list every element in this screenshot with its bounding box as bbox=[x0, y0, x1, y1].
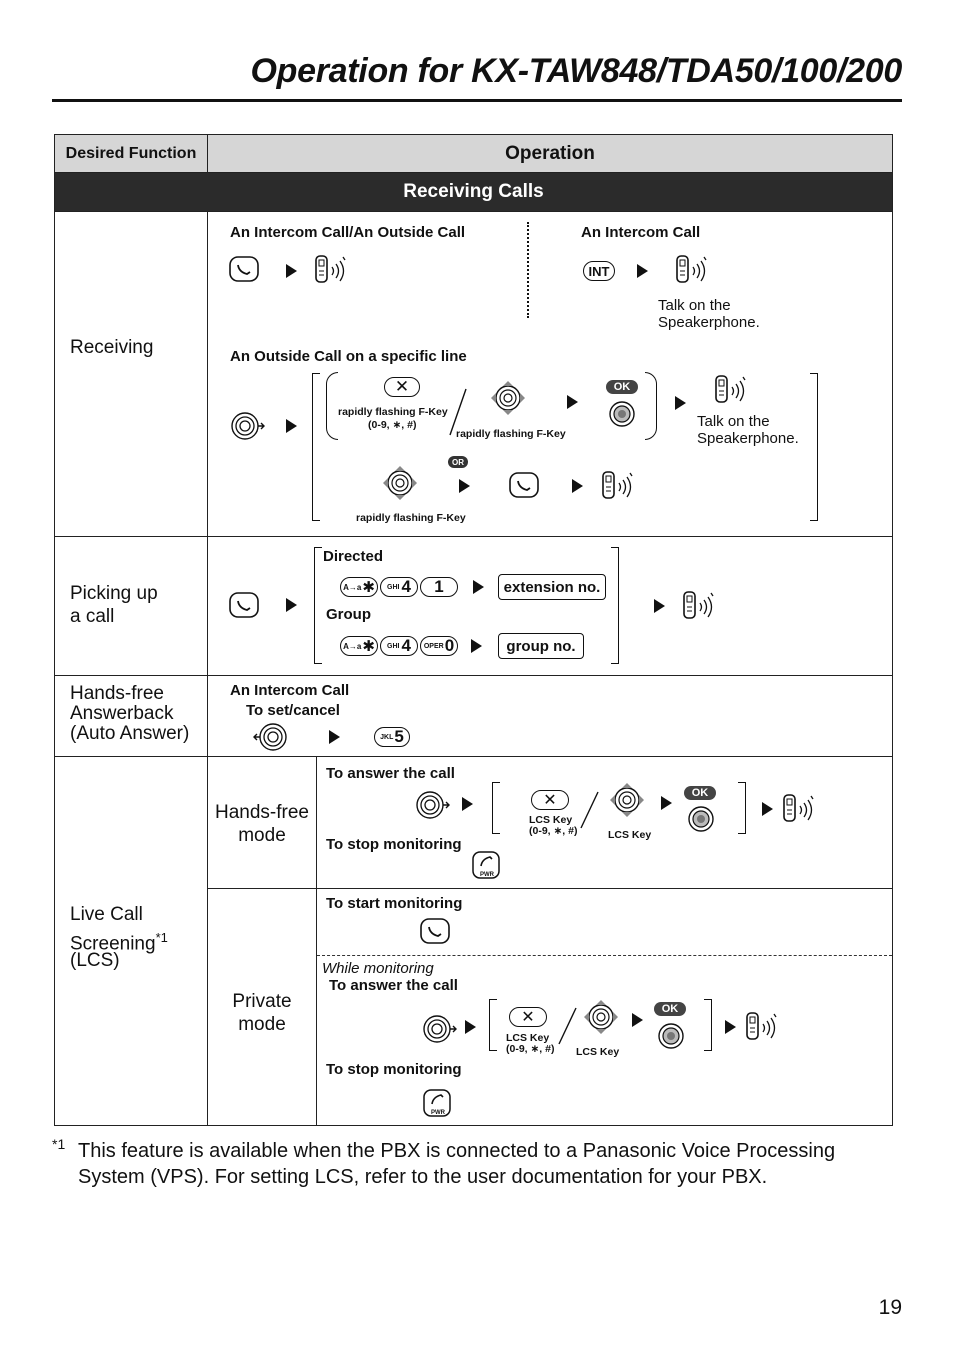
subtitle-intercom-outside: An Intercom Call/An Outside Call bbox=[230, 224, 466, 241]
handset-talk-icon bbox=[601, 469, 637, 503]
section-receiving-calls: Receiving Calls bbox=[403, 181, 544, 202]
navigator-icon bbox=[584, 1000, 620, 1036]
row-label-lcs-2: Screening$^{*1}$ bbox=[70, 930, 168, 955]
int-key: INT bbox=[583, 261, 615, 281]
star-key: A→a ✱ bbox=[340, 636, 378, 656]
arrow-icon bbox=[286, 419, 297, 433]
bracket-left bbox=[492, 782, 500, 834]
page-number: 19 bbox=[878, 1296, 902, 1319]
bracket-left bbox=[314, 547, 322, 664]
ok-button-icon bbox=[657, 1022, 687, 1052]
row-label-picking-2: a call bbox=[70, 606, 115, 627]
bracket-right bbox=[611, 547, 619, 664]
bracket-left bbox=[489, 999, 497, 1051]
arrow-icon bbox=[459, 479, 470, 493]
pwr-onhook-icon bbox=[472, 851, 502, 881]
target-icon bbox=[252, 722, 290, 752]
directed-label: Directed bbox=[323, 548, 384, 565]
arrow-icon bbox=[462, 797, 473, 811]
footnote-mark: *1 bbox=[52, 1136, 66, 1152]
arrow-icon bbox=[572, 479, 583, 493]
arrow-icon bbox=[675, 396, 686, 410]
target-icon bbox=[230, 411, 266, 441]
row-label-answerback-1: Hands-free bbox=[70, 683, 164, 704]
rapid-fkey-keys: (0-9, ∗, #) bbox=[368, 419, 417, 431]
row-label-receiving: Receiving bbox=[70, 337, 154, 358]
grid-line bbox=[207, 888, 893, 889]
talk-speaker-line1: Talk on the bbox=[697, 413, 770, 430]
navigator-icon bbox=[491, 381, 527, 417]
arrow-icon bbox=[637, 264, 648, 278]
navigator-icon bbox=[383, 466, 419, 502]
talk-speaker-line2: Speakerphone. bbox=[658, 314, 760, 331]
ghi-4-key: GHI 4 bbox=[380, 636, 418, 656]
subtitle-outside-line: An Outside Call on a specific line bbox=[230, 348, 467, 365]
page-title: Operation for KX-TAW848/TDA50/100/200 bbox=[250, 52, 902, 90]
arrow-icon bbox=[661, 796, 672, 810]
extension-no-box: extension no. bbox=[498, 574, 606, 600]
handset-talk-icon bbox=[314, 253, 350, 287]
bracket-right bbox=[810, 373, 818, 521]
rapid-fkey-label: rapidly flashing F-Key bbox=[356, 512, 466, 524]
private-mode-label-1: Private bbox=[232, 991, 292, 1012]
arrow-icon bbox=[471, 639, 482, 653]
jkl-5-key: JKL 5 bbox=[374, 727, 410, 747]
one-key: 1 bbox=[420, 577, 458, 597]
grid-line bbox=[207, 134, 208, 172]
operation-table bbox=[54, 134, 893, 1126]
title-rule bbox=[52, 99, 902, 102]
ok-badge: OK bbox=[684, 786, 716, 800]
svg-text:PWR: PWR bbox=[480, 872, 494, 878]
arrow-icon bbox=[762, 802, 773, 816]
handset-talk-icon bbox=[745, 1010, 781, 1044]
offhook-icon bbox=[229, 592, 261, 620]
start-monitoring-label: To start monitoring bbox=[326, 895, 463, 912]
paren-right bbox=[645, 372, 657, 440]
lcs-key-label: LCS Key bbox=[506, 1032, 550, 1044]
stop-monitoring-label: To stop monitoring bbox=[326, 1061, 462, 1078]
footnote-line-1: This feature is available when the PBX is connected to a Panasonic Voice Processing bbox=[78, 1140, 836, 1162]
arrow-icon bbox=[567, 395, 578, 409]
arrow-icon bbox=[654, 599, 665, 613]
ghi-4-key: GHI 4 bbox=[380, 577, 418, 597]
lcs-key-keys: (0-9, ∗, #) bbox=[529, 825, 578, 837]
hf-mode-label-1: Hands-free bbox=[215, 802, 309, 823]
bracket-right bbox=[738, 782, 746, 834]
arrow-icon bbox=[473, 580, 484, 594]
stop-monitoring-label: To stop monitoring bbox=[326, 836, 462, 853]
header-operation: Operation bbox=[505, 142, 595, 164]
offhook-icon bbox=[420, 918, 452, 946]
talk-speaker-line2: Speakerphone. bbox=[697, 430, 799, 447]
handset-talk-icon bbox=[714, 373, 750, 407]
subtitle-intercom: An Intercom Call bbox=[581, 224, 701, 241]
navigator-icon bbox=[610, 783, 646, 819]
lcs-key-keys: (0-9, ∗, #) bbox=[506, 1043, 555, 1055]
header-desired-function: Desired Function bbox=[65, 144, 197, 162]
bracket-left bbox=[312, 373, 320, 521]
x-key: ✕ bbox=[531, 790, 569, 810]
ok-button-icon bbox=[687, 805, 717, 835]
svg-text:PWR: PWR bbox=[431, 1110, 445, 1116]
target-icon bbox=[415, 790, 453, 820]
talk-speaker-line1: Talk on the bbox=[658, 297, 731, 314]
footnote-text bbox=[78, 1138, 898, 1190]
x-key: ✕ bbox=[384, 377, 420, 397]
lcs-key-label: LCS Key bbox=[576, 1046, 620, 1058]
row-label-answerback-2: Answerback bbox=[70, 703, 174, 724]
offhook-icon bbox=[509, 472, 541, 500]
grid-line bbox=[54, 756, 893, 757]
grid-line bbox=[207, 211, 208, 1126]
dashed-divider bbox=[317, 955, 892, 956]
set-cancel-label: To set/cancel bbox=[246, 702, 340, 719]
grid-line bbox=[54, 536, 893, 537]
rapid-fkey-label: rapidly flashing F-Key bbox=[456, 428, 566, 440]
grid-line bbox=[54, 675, 893, 676]
arrow-icon bbox=[632, 1013, 643, 1027]
grid-line bbox=[316, 756, 317, 1126]
group-label: Group bbox=[326, 606, 371, 623]
arrow-icon bbox=[286, 598, 297, 612]
group-no-box: group no. bbox=[498, 633, 584, 659]
grid-line bbox=[54, 172, 893, 173]
while-monitoring-label: While monitoring bbox=[322, 960, 434, 977]
answer-call-label: To answer the call bbox=[326, 765, 455, 782]
paren-left bbox=[326, 372, 338, 440]
answer-call-label: To answer the call bbox=[329, 977, 458, 994]
ok-button-icon bbox=[608, 400, 638, 430]
row-label-lcs-3: (LCS) bbox=[70, 950, 120, 971]
lcs-key-label: LCS Key bbox=[608, 829, 652, 841]
arrow-icon bbox=[465, 1020, 476, 1034]
hf-mode-label-2: mode bbox=[238, 825, 286, 846]
star-key: A→a ✱ bbox=[340, 577, 378, 597]
slash-divider bbox=[556, 1006, 580, 1046]
dotted-divider bbox=[527, 222, 529, 318]
arrow-icon bbox=[286, 264, 297, 278]
slash-divider bbox=[578, 790, 602, 830]
handset-talk-icon bbox=[782, 792, 818, 826]
lcs-key-label: LCS Key bbox=[529, 814, 573, 826]
answerback-intercom-label: An Intercom Call bbox=[230, 682, 350, 699]
row-label-lcs-1: Live Call bbox=[70, 904, 143, 925]
arrow-icon bbox=[329, 730, 340, 744]
grid-line bbox=[54, 211, 893, 212]
private-mode-label-2: mode bbox=[238, 1014, 286, 1035]
bracket-right bbox=[704, 999, 712, 1051]
rapid-fkey-label: rapidly flashing F-Key bbox=[338, 406, 448, 418]
row-label-picking-1: Picking up bbox=[70, 583, 158, 604]
target-icon bbox=[422, 1014, 460, 1044]
x-key: ✕ bbox=[509, 1007, 547, 1027]
row-label-answerback-3: (Auto Answer) bbox=[70, 723, 190, 744]
arrow-icon bbox=[725, 1020, 736, 1034]
pwr-onhook-icon bbox=[423, 1089, 453, 1119]
offhook-icon bbox=[229, 256, 261, 284]
oper-0-key: OPER 0 bbox=[420, 636, 458, 656]
or-badge: OR bbox=[448, 456, 468, 468]
ok-badge: OK bbox=[606, 380, 638, 394]
ok-badge: OK bbox=[654, 1002, 686, 1016]
footnote-line-2: System (VPS). For setting LCS, refer to the user documentation for your PBX. bbox=[78, 1166, 768, 1188]
handset-talk-icon bbox=[675, 253, 711, 287]
handset-talk-icon bbox=[682, 589, 718, 623]
